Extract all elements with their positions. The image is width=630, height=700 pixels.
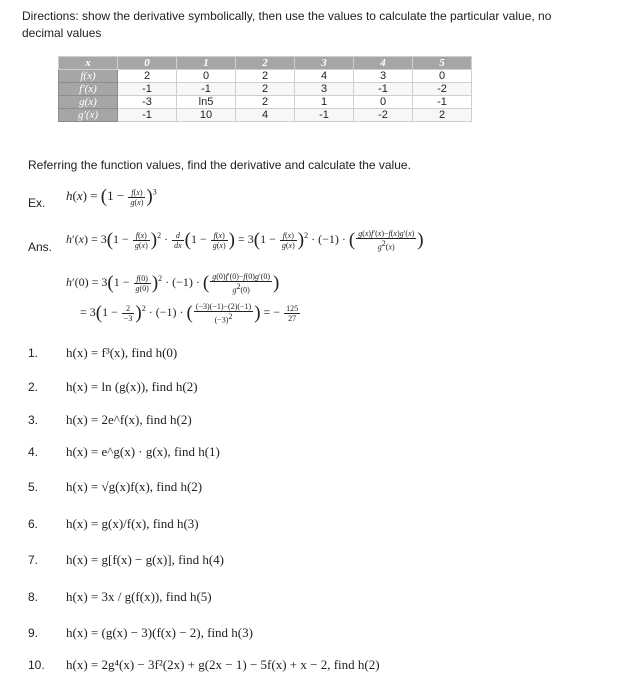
table-row — [59, 109, 472, 122]
table-header-cell: x — [59, 57, 118, 70]
problem-text: h(x) = √g(x)f(x), find h(2) — [66, 479, 203, 494]
table-cell: 2 — [118, 70, 177, 83]
instruction-text: Referring the function values, find the derivative and calculate the value. — [28, 158, 411, 172]
problem-text: h(x) = g(x)/f(x), find h(3) — [66, 516, 199, 531]
row-label: f(x) — [59, 70, 118, 83]
table-cell: 0 — [354, 96, 413, 109]
table-header-cell: 1 — [177, 57, 236, 70]
table-row — [59, 83, 472, 96]
problem-text: h(x) = 2g⁴(x) − 3f²(2x) + g(2x − 1) − 5f(x) + x − 2, find h(2) — [66, 657, 380, 672]
table-cell: -1 — [118, 83, 177, 96]
table-cell: 2 — [413, 109, 472, 122]
table-row — [59, 70, 472, 83]
derivative-formula: h′(x) = 3(1 − $\frac{f(x)}{g(x)}$ )$^2$ · $\frac{d}{dx}$ (1 − $\frac{f(x)}{g(x)}$ ) = 3(1 − $\frac{f(x)}{g(x)}$ )$^2$ · (−1) · ( $\frac{g(x)f'(x)-f(x)g'(x)}{g^2(x)}$ ) — [66, 229, 424, 252]
table-header-cell: 5 — [413, 57, 472, 70]
problem-text: h(x) = g[f(x) − g(x)], find h(4) — [66, 552, 224, 567]
table-cell: -3 — [118, 96, 177, 109]
problem-text: h(x) = f³(x), find h(0) — [66, 345, 178, 360]
table-cell: -1 — [118, 109, 177, 122]
table-cell: 2 — [236, 70, 295, 83]
problem-number: 10. — [28, 658, 45, 672]
table-cell: 3 — [295, 83, 354, 96]
table-cell: 1 — [295, 96, 354, 109]
row-label: f′(x) — [59, 83, 118, 96]
final-denominator: 27 — [288, 313, 297, 323]
final-numerator: 125 — [286, 303, 299, 313]
problem-text: h(x) = e^g(x) · g(x), find h(1) — [66, 444, 220, 459]
row-label: g(x) — [59, 96, 118, 109]
row-label: g′(x) — [59, 109, 118, 122]
directions-text: Directions: show the derivative symbolically, then use the values to calculate the particular value, no decimal values — [22, 9, 552, 40]
table-header-cell: 2 — [236, 57, 295, 70]
table-cell: 2 — [236, 83, 295, 96]
problem-number: 2. — [28, 380, 39, 394]
table-cell: -2 — [413, 83, 472, 96]
table-cell: 0 — [177, 70, 236, 83]
table-cell: -1 — [177, 83, 236, 96]
table-cell: ln5 — [177, 96, 236, 109]
table-header-row — [59, 57, 472, 70]
problem-number: 5. — [28, 480, 39, 494]
problem-text: h(x) = 2e^f(x), find h(2) — [66, 412, 192, 427]
evaluation-step-2: = 3(1 − $\frac{2}{-3}$ )$^2$ · (−1) · ( $\frac{(-3)(-1)-(2)(-1)}{(-3)^2}$ ) = − $\frac{125}{27}$ — [80, 302, 299, 325]
table-cell: 0 — [413, 70, 472, 83]
problem-number: 8. — [28, 590, 39, 604]
problem-number: 7. — [28, 553, 39, 567]
values-table — [58, 56, 472, 122]
problem-number: 4. — [28, 445, 39, 459]
table-cell: 10 — [177, 109, 236, 122]
table-cell: 4 — [295, 70, 354, 83]
answer-label: Ans. — [28, 240, 53, 254]
table-header-cell: 3 — [295, 57, 354, 70]
table-header-cell: 0 — [118, 57, 177, 70]
problem-number: 1. — [28, 346, 39, 360]
problem-text: h(x) = ln (g(x)), find h(2) — [66, 379, 198, 394]
problem-number: 6. — [28, 517, 39, 531]
problem-number: 9. — [28, 626, 39, 640]
table-cell: -2 — [354, 109, 413, 122]
table-header-cell: 4 — [354, 57, 413, 70]
table-cell: -1 — [413, 96, 472, 109]
problem-text: h(x) = 3x / g(f(x)), find h(5) — [66, 589, 212, 604]
problem-number: 3. — [28, 413, 39, 427]
table-cell: 2 — [236, 96, 295, 109]
example-formula: h(x) = (1 − $\frac{f(x)}{g(x)}$ )$^3$ — [66, 186, 157, 207]
table-cell: -1 — [295, 109, 354, 122]
evaluation-step-1: h′(0) = 3(1 − $\frac{f(0)}{g(0)}$ )$^2$ · (−1) · ( $\frac{g(0)f'(0)-f(0)g'(0)}{g^2(0)}$ ) — [66, 272, 280, 295]
table-row — [59, 96, 472, 109]
table-cell: -1 — [354, 83, 413, 96]
example-label: Ex. — [28, 196, 46, 210]
table-cell: 3 — [354, 70, 413, 83]
problem-text: h(x) = (g(x) − 3)(f(x) − 2), find h(3) — [66, 625, 253, 640]
table-cell: 4 — [236, 109, 295, 122]
